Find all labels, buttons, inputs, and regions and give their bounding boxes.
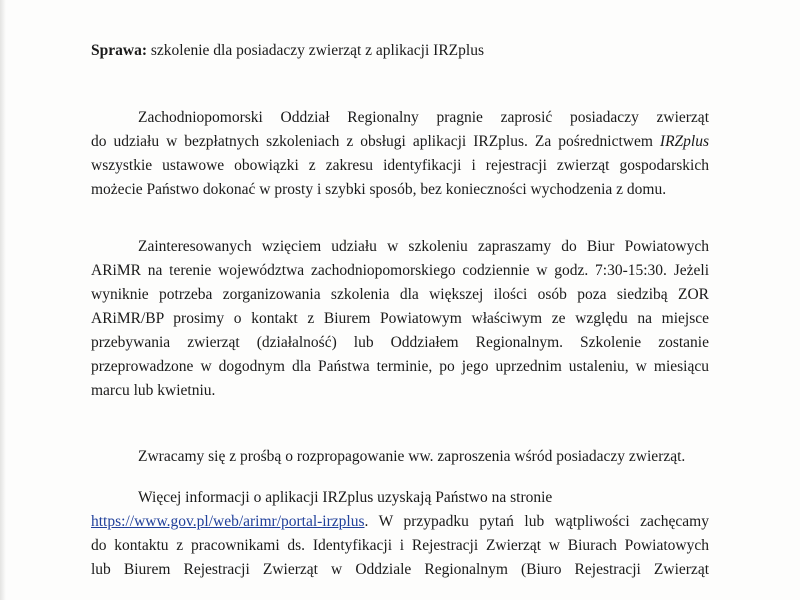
paragraph-text: do udziału w bezpłatnych szkoleniach z obsługi aplikacji IRZplus. Za pośrednictwem xyxy=(91,133,653,150)
paragraph-line: Zachodniopomorski Oddział Regionalny pragnie zaprosić posiadaczy zwierząt xyxy=(138,109,709,126)
paragraph-invitation xyxy=(91,106,709,202)
paragraph-line: ARiMR na terenie województwa zachodniopomorskiego codziennie w godz. 7:30-15:30. Jeżeli xyxy=(91,262,709,279)
paragraph-line: ARiMR/BP prosimy o kontakt z Biurem Powiatowym właściwym ze względu na miejsce xyxy=(91,310,709,327)
subject-label: Sprawa: xyxy=(91,42,147,59)
paragraph-line: lub Biurem Rejestracji Zwierząt w Oddziale Regionalnym (Biuro Rejestracji Zwierząt xyxy=(91,561,709,578)
subject-text: szkolenie dla posiadaczy zwierząt z aplikacji IRZplus xyxy=(150,42,484,59)
subject-line xyxy=(91,42,484,60)
paragraph-line: wszystkie ustawowe obowiązki z zakresu identyfikacji i rejestracji zwierząt gospodarskich xyxy=(91,157,709,174)
paragraph-line: do kontaktu z pracownikami ds. Identyfikacji i Rejestracji Zwierząt w Biurach Powiatowych xyxy=(91,537,709,554)
scan-edge xyxy=(0,0,6,600)
paragraph-more-info xyxy=(91,486,709,582)
paragraph-text: . W przypadku pytań lub wątpliwości zachęcamy xyxy=(364,513,709,530)
paragraph-line: Więcej informacji o aplikacji IRZplus uzyskają Państwo na stronie xyxy=(138,489,553,506)
paragraph-line: Zwracamy się z prośbą o rozpropagowanie ww. zaproszenia wśród posiadaczy zwierząt. xyxy=(138,448,686,465)
irzplus-portal-link[interactable]: https://www.gov.pl/web/arimr/portal-irzplus xyxy=(91,513,365,530)
paragraph-line: Zainteresowanych wzięciem udziału w szkoleniu zapraszamy do Biur Powiatowych xyxy=(138,238,709,255)
paragraph-line: możecie Państwo dokonać w prosty i szybki sposób, bez konieczności wychodzenia z domu. xyxy=(91,181,667,198)
paragraph-line xyxy=(91,510,709,534)
paragraph-line xyxy=(91,130,709,154)
paragraph-line: wyniknie potrzeba zorganizowania szkolenia dla większej ilości osób poza siedzibą ZOR xyxy=(91,286,709,303)
paragraph-line: marcu lub kwietniu. xyxy=(91,382,216,399)
paragraph-request xyxy=(91,445,709,469)
paragraph-line: przeprowadzone w dogodnym dla Państwa terminie, po jego uprzednim ustaleniu, w miesiącu xyxy=(91,358,709,375)
paragraph-training-details xyxy=(91,235,709,403)
irzplus-italic: IRZplus xyxy=(659,133,709,150)
paragraph-line: przebywania zwierząt (działalność) lub Oddziałem Regionalnym. Szkolenie zostanie xyxy=(91,334,709,351)
